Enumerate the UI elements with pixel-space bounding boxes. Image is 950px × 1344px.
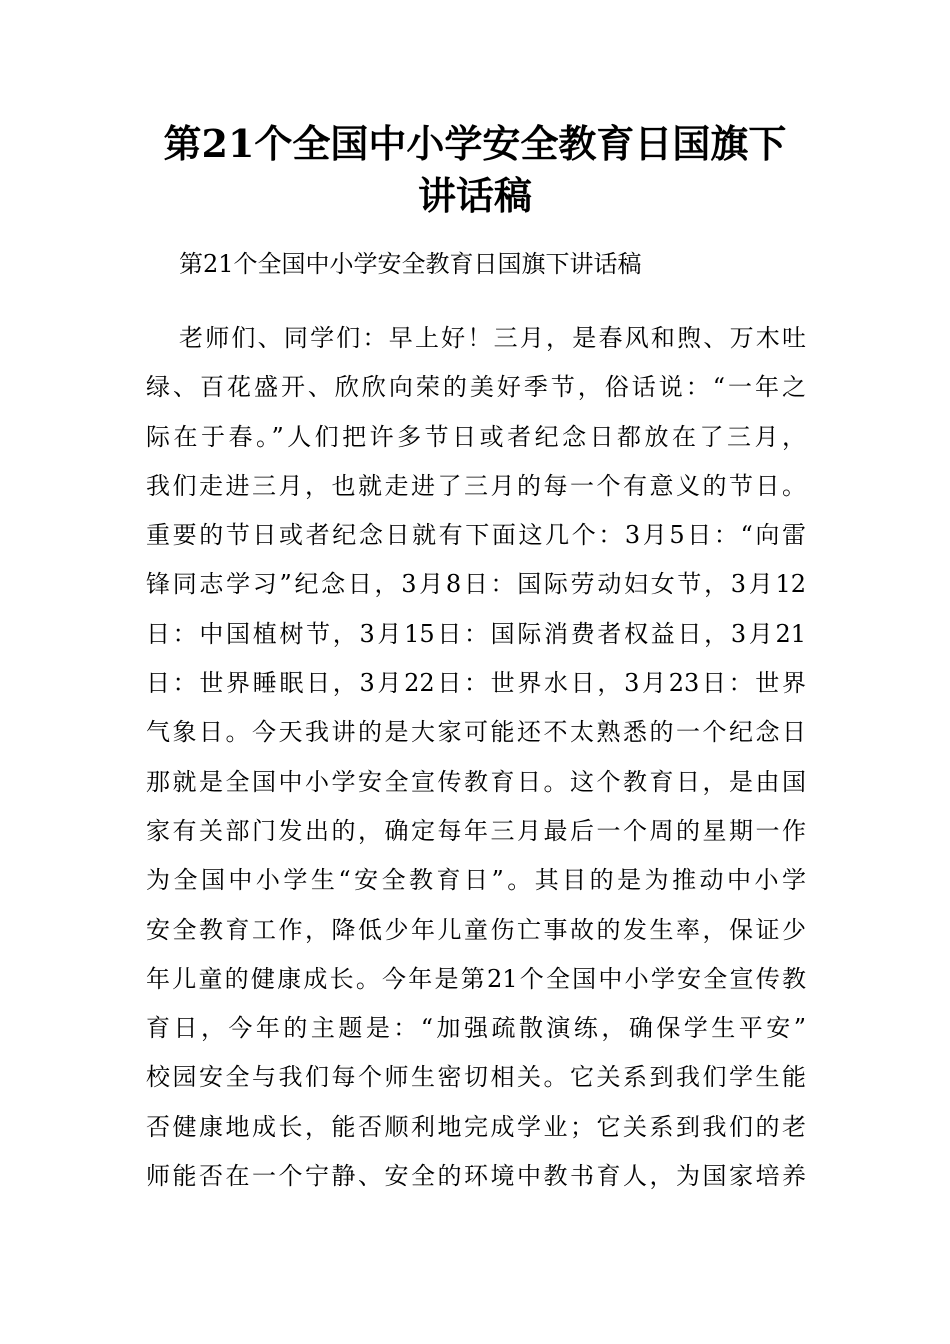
body-line: 师能否在一个宁静、安全的环境中教书育人，为国家培养 xyxy=(146,1162,806,1191)
body-line: 老师们、同学们：早上好！三月，是春风和煦、万木吐 xyxy=(179,324,806,352)
body-line: 日：世界睡眠日，3月22日：世界水日，3月23日：世界 xyxy=(146,669,806,698)
document-title xyxy=(120,118,830,222)
body-line: 重要的节日或者纪念日就有下面这几个：3月5日：“向雷 xyxy=(146,521,806,550)
body-line: 否健康地成长，能否顺利地完成学业；它关系到我们的老 xyxy=(146,1112,806,1141)
title-line-1: 第21个全国中小学安全教育日国旗下 xyxy=(163,121,787,166)
body-line: 绿、百花盛开、欣欣向荣的美好季节，俗话说：“一年之 xyxy=(146,373,806,402)
body-line: 育日，今年的主题是：“加强疏散演练，确保学生平安” xyxy=(146,1014,806,1043)
body-line: 校园安全与我们每个师生密切相关。它关系到我们学生能 xyxy=(146,1063,806,1092)
body-line: 锋同志学习”纪念日，3月8日：国际劳动妇女节，3月12 xyxy=(146,570,806,599)
body-line: 我们走进三月，也就走进了三月的每一个有意义的节日。 xyxy=(146,471,806,500)
body-line: 年儿童的健康成长。今年是第21个全国中小学安全宣传教 xyxy=(146,964,806,993)
body-line: 气象日。今天我讲的是大家可能还不太熟悉的一个纪念日 xyxy=(146,718,806,747)
body-line: 家有关部门发出的，确定每年三月最后一个周的星期一作 xyxy=(146,816,806,845)
document-subtitle: 第21个全国中小学安全教育日国旗下讲话稿 xyxy=(179,250,642,278)
body-line: 安全教育工作，降低少年儿童伤亡事故的发生率，保证少 xyxy=(146,915,806,944)
body-line: 日：中国植树节，3月15日：国际消费者权益日，3月21 xyxy=(146,619,806,648)
body-line: 那就是全国中小学安全宣传教育日。这个教育日，是由国 xyxy=(146,767,806,796)
body-paragraph xyxy=(146,318,806,1205)
body-line: 际在于春。”人们把许多节日或者纪念日都放在了三月， xyxy=(146,422,806,451)
title-line-2: 讲话稿 xyxy=(417,173,532,218)
body-line: 为全国中小学生“安全教育日”。其目的是为推动中小学 xyxy=(146,866,806,895)
